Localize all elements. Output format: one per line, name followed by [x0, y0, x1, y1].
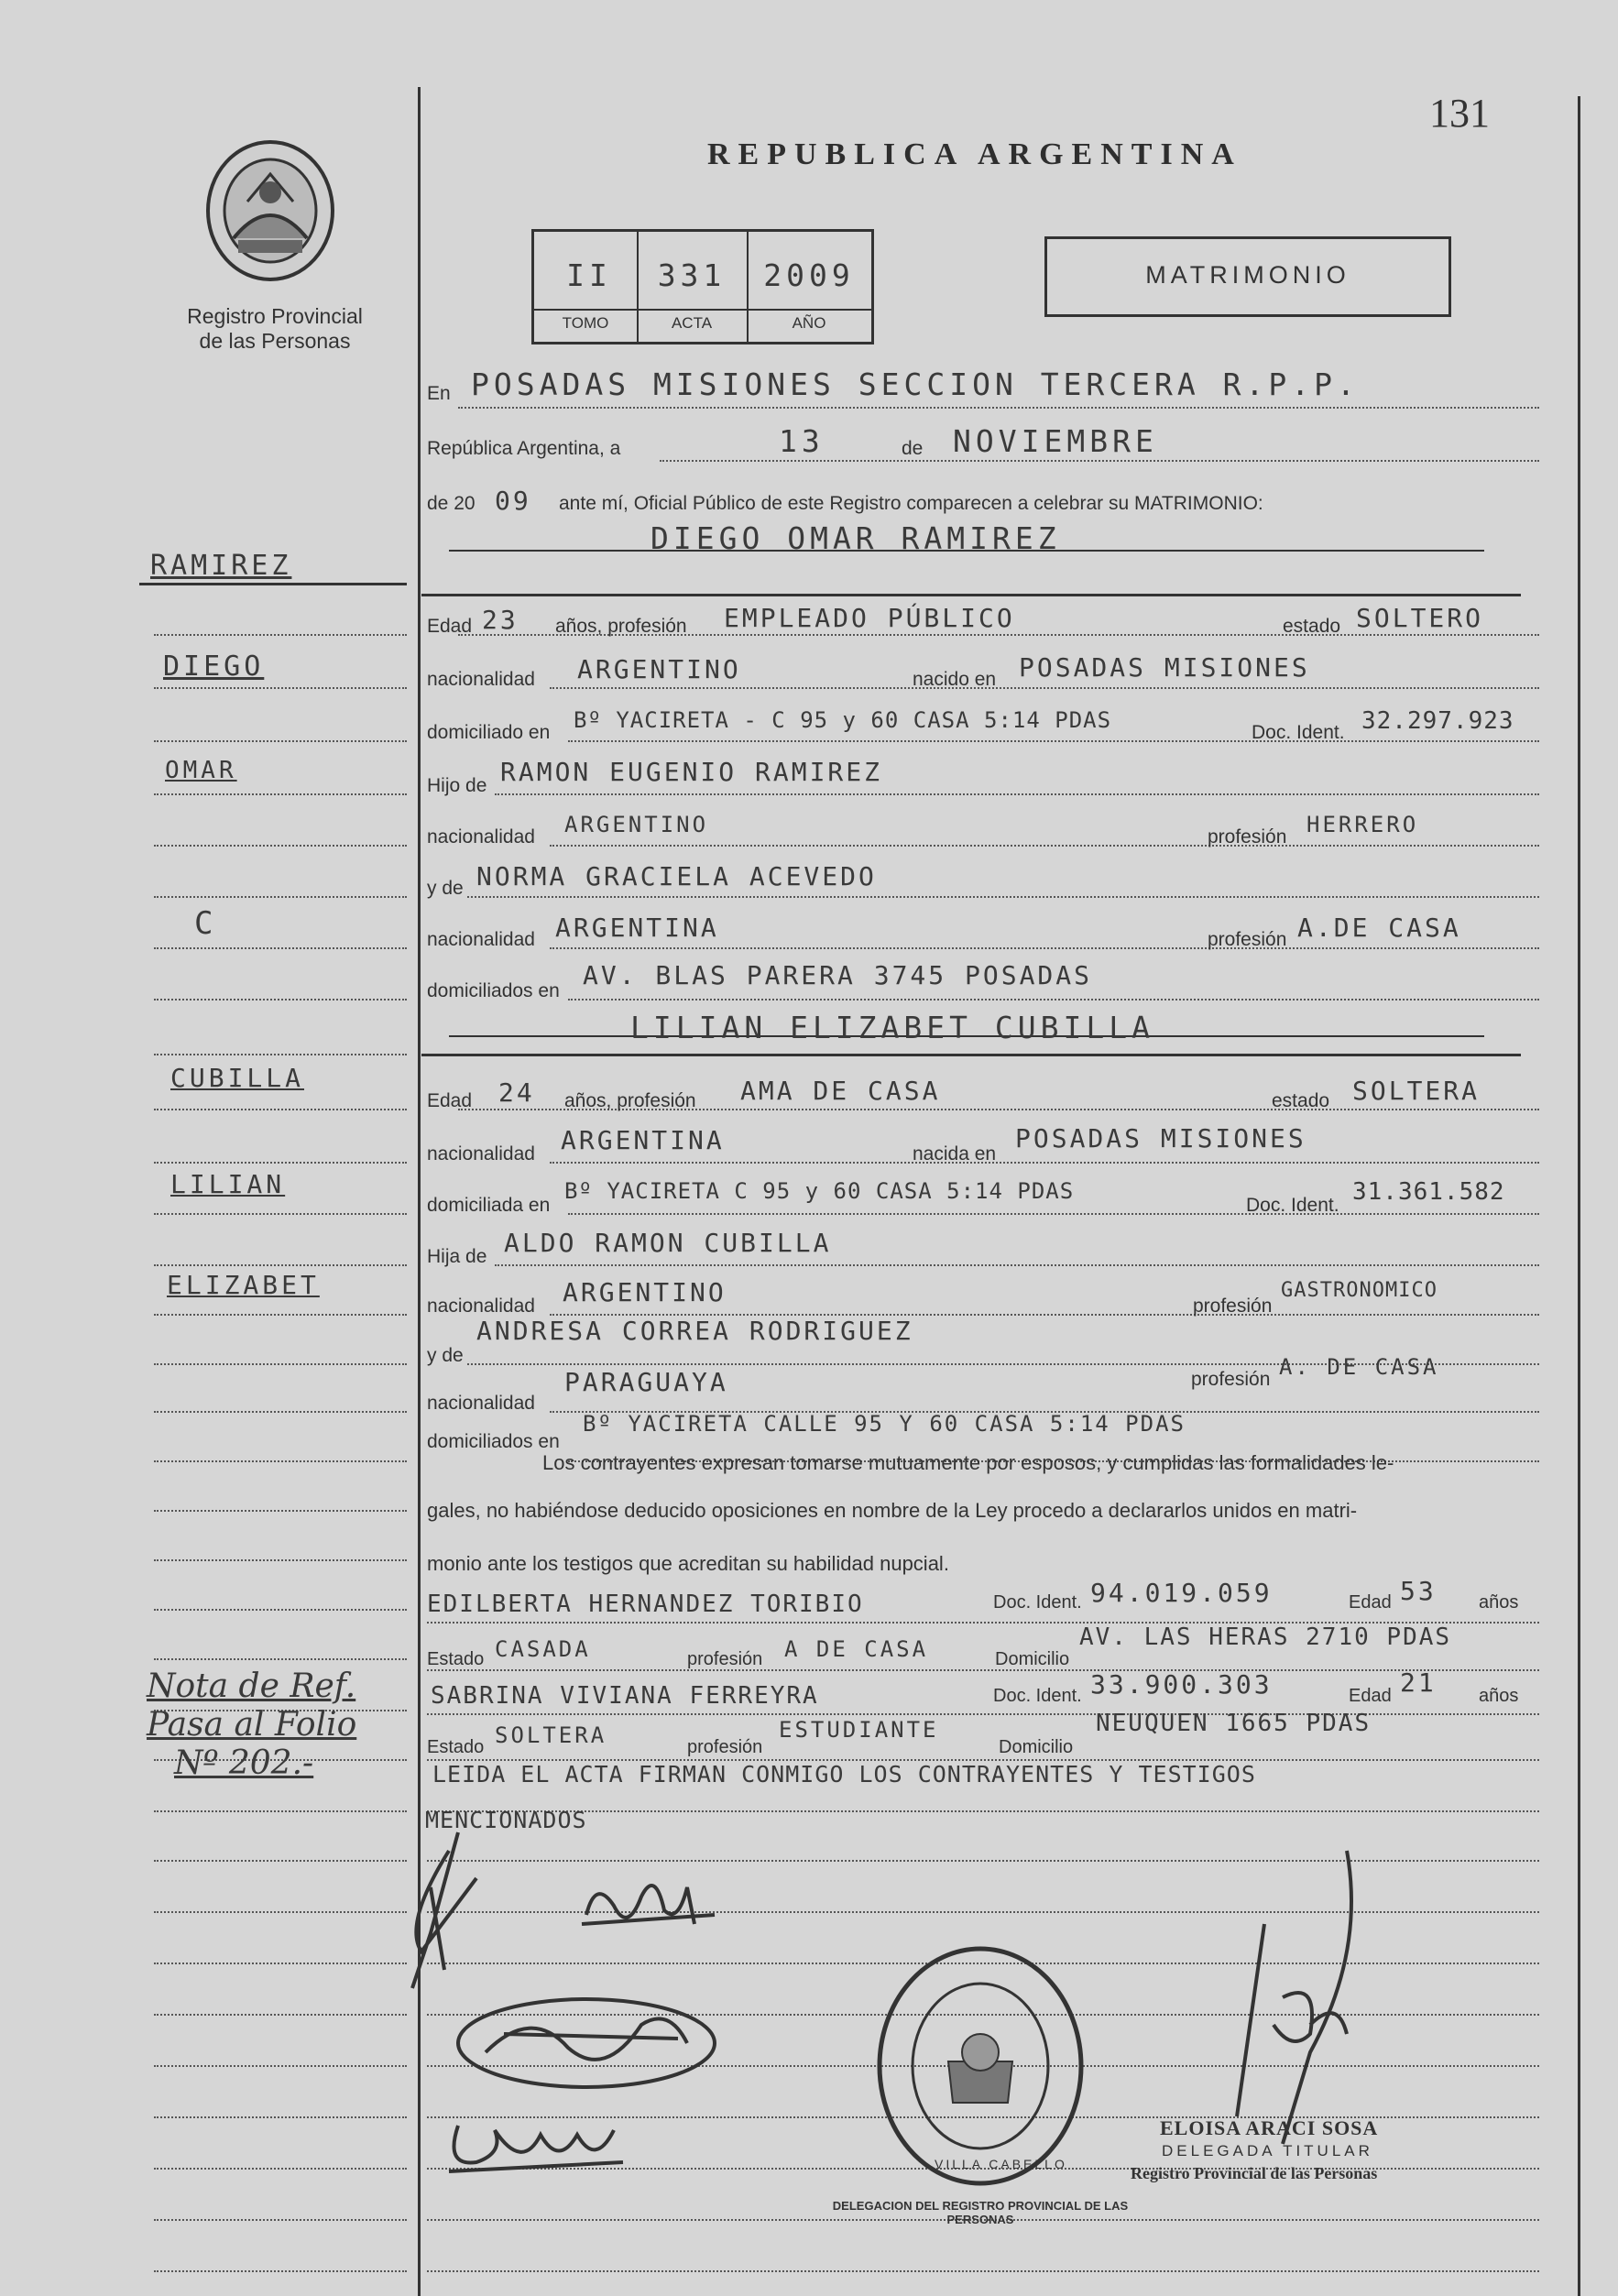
- bride-name: LILIAN ELIZABET CUBILLA: [630, 1010, 1154, 1045]
- groom-mother-profession: A.DE CASA: [1297, 913, 1461, 943]
- bride-father-profesion-label: profesión: [1193, 1296, 1273, 1317]
- official-registry: Registro Provincial de las Personas: [1131, 2164, 1378, 2182]
- witness-2-doc-label: Doc. Ident.: [993, 1686, 1082, 1706]
- witness-1-age: 53: [1400, 1576, 1437, 1606]
- bride-address: Bº YACIRETA C 95 y 60 CASA 5:14 PDAS: [564, 1178, 1075, 1204]
- bride-estado-label: estado: [1272, 1090, 1330, 1111]
- witness-1-edad-label: Edad: [1349, 1592, 1392, 1613]
- margin-note-line-3: Nº 202.-: [174, 1744, 314, 1782]
- bride-mother-profession: A. DE CASA: [1279, 1354, 1439, 1380]
- bride-domiciliados-label: domiciliados en: [427, 1431, 560, 1452]
- margin-surname-groom: RAMIREZ: [150, 550, 292, 582]
- margin-name-omar: OMAR: [165, 757, 237, 784]
- year-label: de 20: [427, 493, 476, 514]
- groom-hijo-label: Hijo de: [427, 775, 487, 796]
- bride-nacionalidad-label: nacionalidad: [427, 1143, 535, 1164]
- groom-age: 23: [482, 605, 519, 635]
- groom-nationality: ARGENTINO: [577, 654, 741, 684]
- bride-nacida-label: nacida en: [913, 1143, 997, 1164]
- official-name: ELOISA ARACI SOSA: [1160, 2116, 1379, 2139]
- groom-address: Bº YACIRETA - C 95 y 60 CASA 5:14 PDAS: [574, 707, 1112, 733]
- groom-doc-label: Doc. Ident.: [1252, 722, 1345, 743]
- witness-1-estado-label: Estado: [427, 1649, 485, 1669]
- witness-1-address: AV. LAS HERAS 2710 PDAS: [1079, 1624, 1452, 1651]
- registry-line-1: Registro Provincial: [187, 304, 363, 328]
- signature-3: [449, 1988, 724, 2098]
- registry-line-2: de las Personas: [199, 329, 351, 353]
- margin-letter-c: C: [194, 905, 213, 942]
- groom-father-profession: HERRERO: [1306, 812, 1419, 837]
- bride-domiciliada-label: domiciliada en: [427, 1195, 551, 1216]
- groom-mother: NORMA GRACIELA ACEVEDO: [476, 861, 877, 891]
- margin-name-elizabet: ELIZABET: [167, 1270, 320, 1300]
- bride-status: SOLTERA: [1352, 1076, 1481, 1106]
- groom-nacido-label: nacido en: [913, 669, 997, 690]
- witness-2-profesion-label: profesión: [687, 1737, 763, 1757]
- bride-doc-label: Doc. Ident.: [1246, 1195, 1339, 1216]
- ano-value: 2009: [763, 257, 855, 293]
- signature-scribble-1: [394, 1823, 504, 1997]
- witness-2-estado-label: Estado: [427, 1737, 485, 1757]
- registry-name: [174, 304, 376, 354]
- ante-text: ante mí, Oficial Público de este Registro comparecen a celebrar su MATRIMONIO:: [559, 493, 1263, 514]
- groom-profession: EMPLEADO PÚBLICO: [724, 603, 1015, 633]
- bride-mother-nacionalidad-label: nacionalidad: [427, 1393, 535, 1414]
- margin-note-line-1: Nota de Ref.: [147, 1667, 356, 1705]
- declaration-line-1: Los contrayentes expresan tomarse mutuamente por esposos, y cumplidas las formalidades le-: [542, 1451, 1394, 1474]
- witness-2-domicilio-label: Domicilio: [999, 1737, 1074, 1757]
- month: NOVIEMBRE: [953, 423, 1158, 459]
- bride-edad-label: Edad: [427, 1090, 473, 1111]
- witness-2-age: 21: [1400, 1667, 1437, 1698]
- bride-father-profession: GASTRONOMICO: [1281, 1279, 1438, 1302]
- bride-nationality: ARGENTINA: [561, 1125, 725, 1155]
- de-label: de: [902, 438, 924, 459]
- margin-name-lilian: LILIAN: [170, 1169, 286, 1199]
- year-suffix: 09: [495, 486, 531, 516]
- bride-mother-profesion-label: profesión: [1191, 1369, 1271, 1390]
- groom-mother-profesion-label: profesión: [1208, 929, 1287, 950]
- groom-father: RAMON EUGENIO RAMIREZ: [500, 757, 883, 787]
- witness-1-anos-label: años: [1479, 1592, 1519, 1613]
- bride-mother: ANDRESA CORREA RODRIGUEZ: [476, 1316, 913, 1346]
- page-title: REPUBLICA ARGENTINA: [707, 137, 1242, 171]
- margin-note-line-2: Pasa al Folio: [147, 1706, 357, 1744]
- margin-surname-bride: CUBILLA: [170, 1063, 305, 1093]
- witness-1-doc-label: Doc. Ident.: [993, 1592, 1082, 1613]
- bride-yde-label: y de: [427, 1345, 464, 1366]
- witness-2-edad-label: Edad: [1349, 1686, 1392, 1706]
- official-signature: [1209, 1842, 1393, 2153]
- official-title: DELEGADA TITULAR: [1162, 2142, 1373, 2159]
- groom-profesion-label: años, profesión: [555, 616, 687, 637]
- signature-4: [440, 2098, 641, 2181]
- day: 13: [779, 423, 825, 459]
- declaration-line-2: gales, no habiéndose deducido oposiciones en nombre de la Ley procedo a declararlos unidos en matri-: [427, 1499, 1358, 1522]
- bride-parents-address: Bº YACIRETA CALLE 95 Y 60 CASA 5:14 PDAS: [583, 1411, 1186, 1437]
- groom-domicilio-label: domiciliado en: [427, 722, 551, 743]
- margin-name-diego: DIEGO: [163, 651, 265, 683]
- witness-2-doc: 33.900.303: [1090, 1669, 1273, 1700]
- en-label: En: [427, 383, 451, 404]
- official-stamp-icon: [870, 1942, 1090, 2190]
- closing-line-1: LEIDA EL ACTA FIRMAN CONMIGO LOS CONTRAYENTES Y TESTIGOS: [432, 1761, 1256, 1788]
- bride-father-nacionalidad-label: nacionalidad: [427, 1296, 535, 1317]
- record-number-box: [531, 229, 874, 344]
- groom-father-profesion-label: profesión: [1208, 826, 1287, 847]
- bride-mother-nationality: PARAGUAYA: [564, 1367, 728, 1397]
- witness-2-name: SABRINA VIVIANA FERREYRA: [431, 1682, 819, 1710]
- groom-name: DIEGO OMAR RAMIREZ: [650, 520, 1061, 556]
- tomo-value: II: [566, 257, 612, 293]
- witness-2-profession: ESTUDIANTE: [779, 1717, 939, 1743]
- witness-1-name: EDILBERTA HERNANDEZ TORIBIO: [427, 1591, 864, 1618]
- witness-1-status: CASADA: [495, 1636, 591, 1662]
- groom-father-nacionalidad-label: nacionalidad: [427, 826, 535, 847]
- witness-1-domicilio-label: Domicilio: [995, 1649, 1070, 1669]
- witness-2-anos-label: años: [1479, 1686, 1519, 1706]
- bride-father: ALDO RAMON CUBILLA: [504, 1228, 832, 1258]
- bride-hija-label: Hija de: [427, 1246, 487, 1267]
- record-type-box: [1044, 236, 1451, 317]
- bride-profesion-label: años, profesión: [564, 1090, 696, 1111]
- groom-father-nationality: ARGENTINO: [564, 812, 709, 837]
- groom-yde-label: y de: [427, 878, 464, 899]
- acta-value: 331: [657, 257, 727, 293]
- stamp-text: DELEGACION DEL REGISTRO PROVINCIAL DE LAS PERSONAS: [832, 2199, 1129, 2226]
- page-number: 131: [1429, 91, 1490, 136]
- bride-doc: 31.361.582: [1352, 1178, 1505, 1206]
- right-margin-rule: [1578, 96, 1580, 2296]
- witness-1-doc: 94.019.059: [1090, 1578, 1273, 1608]
- groom-edad-label: Edad: [427, 616, 473, 637]
- margin-reference-note: [147, 1667, 356, 1783]
- witness-2-status: SOLTERA: [495, 1722, 607, 1748]
- stamp-inner-text: VILLA CABELLO: [935, 2157, 1067, 2171]
- groom-estado-label: estado: [1283, 616, 1341, 637]
- witness-1-profession: A DE CASA: [784, 1636, 929, 1662]
- closing-line-2: MENCIONADOS: [425, 1807, 587, 1833]
- declaration-line-3: monio ante los testigos que acreditan su habilidad nupcial.: [427, 1552, 949, 1575]
- groom-mother-nacionalidad-label: nacionalidad: [427, 929, 535, 950]
- bride-profession: AMA DE CASA: [740, 1076, 941, 1106]
- groom-mother-nationality: ARGENTINA: [555, 913, 719, 943]
- groom-status: SOLTERO: [1356, 603, 1484, 633]
- signature-2: [577, 1860, 724, 1942]
- bride-age: 24: [498, 1077, 535, 1108]
- groom-doc: 32.297.923: [1361, 707, 1514, 735]
- record-type: MATRIMONIO: [1145, 261, 1350, 289]
- provincial-seal-icon: [202, 137, 339, 284]
- tomo-label: TOMO: [562, 314, 609, 332]
- groom-birthplace: POSADAS MISIONES: [1019, 652, 1310, 683]
- republica-label: República Argentina, a: [427, 438, 621, 459]
- groom-domiciliados-label: domiciliados en: [427, 980, 560, 1001]
- bride-birthplace: POSADAS MISIONES: [1015, 1123, 1306, 1153]
- groom-parents-address: AV. BLAS PARERA 3745 POSADAS: [583, 960, 1093, 990]
- bride-father-nationality: ARGENTINO: [563, 1277, 727, 1307]
- ano-label: AÑO: [792, 314, 826, 332]
- witness-2-address: NEUQUEN 1665 PDAS: [1096, 1710, 1372, 1737]
- witness-1-profesion-label: profesión: [687, 1649, 763, 1669]
- acta-label: ACTA: [671, 314, 713, 332]
- place: POSADAS MISIONES SECCION TERCERA R.P.P.: [471, 366, 1360, 402]
- groom-nacionalidad-label: nacionalidad: [427, 669, 535, 690]
